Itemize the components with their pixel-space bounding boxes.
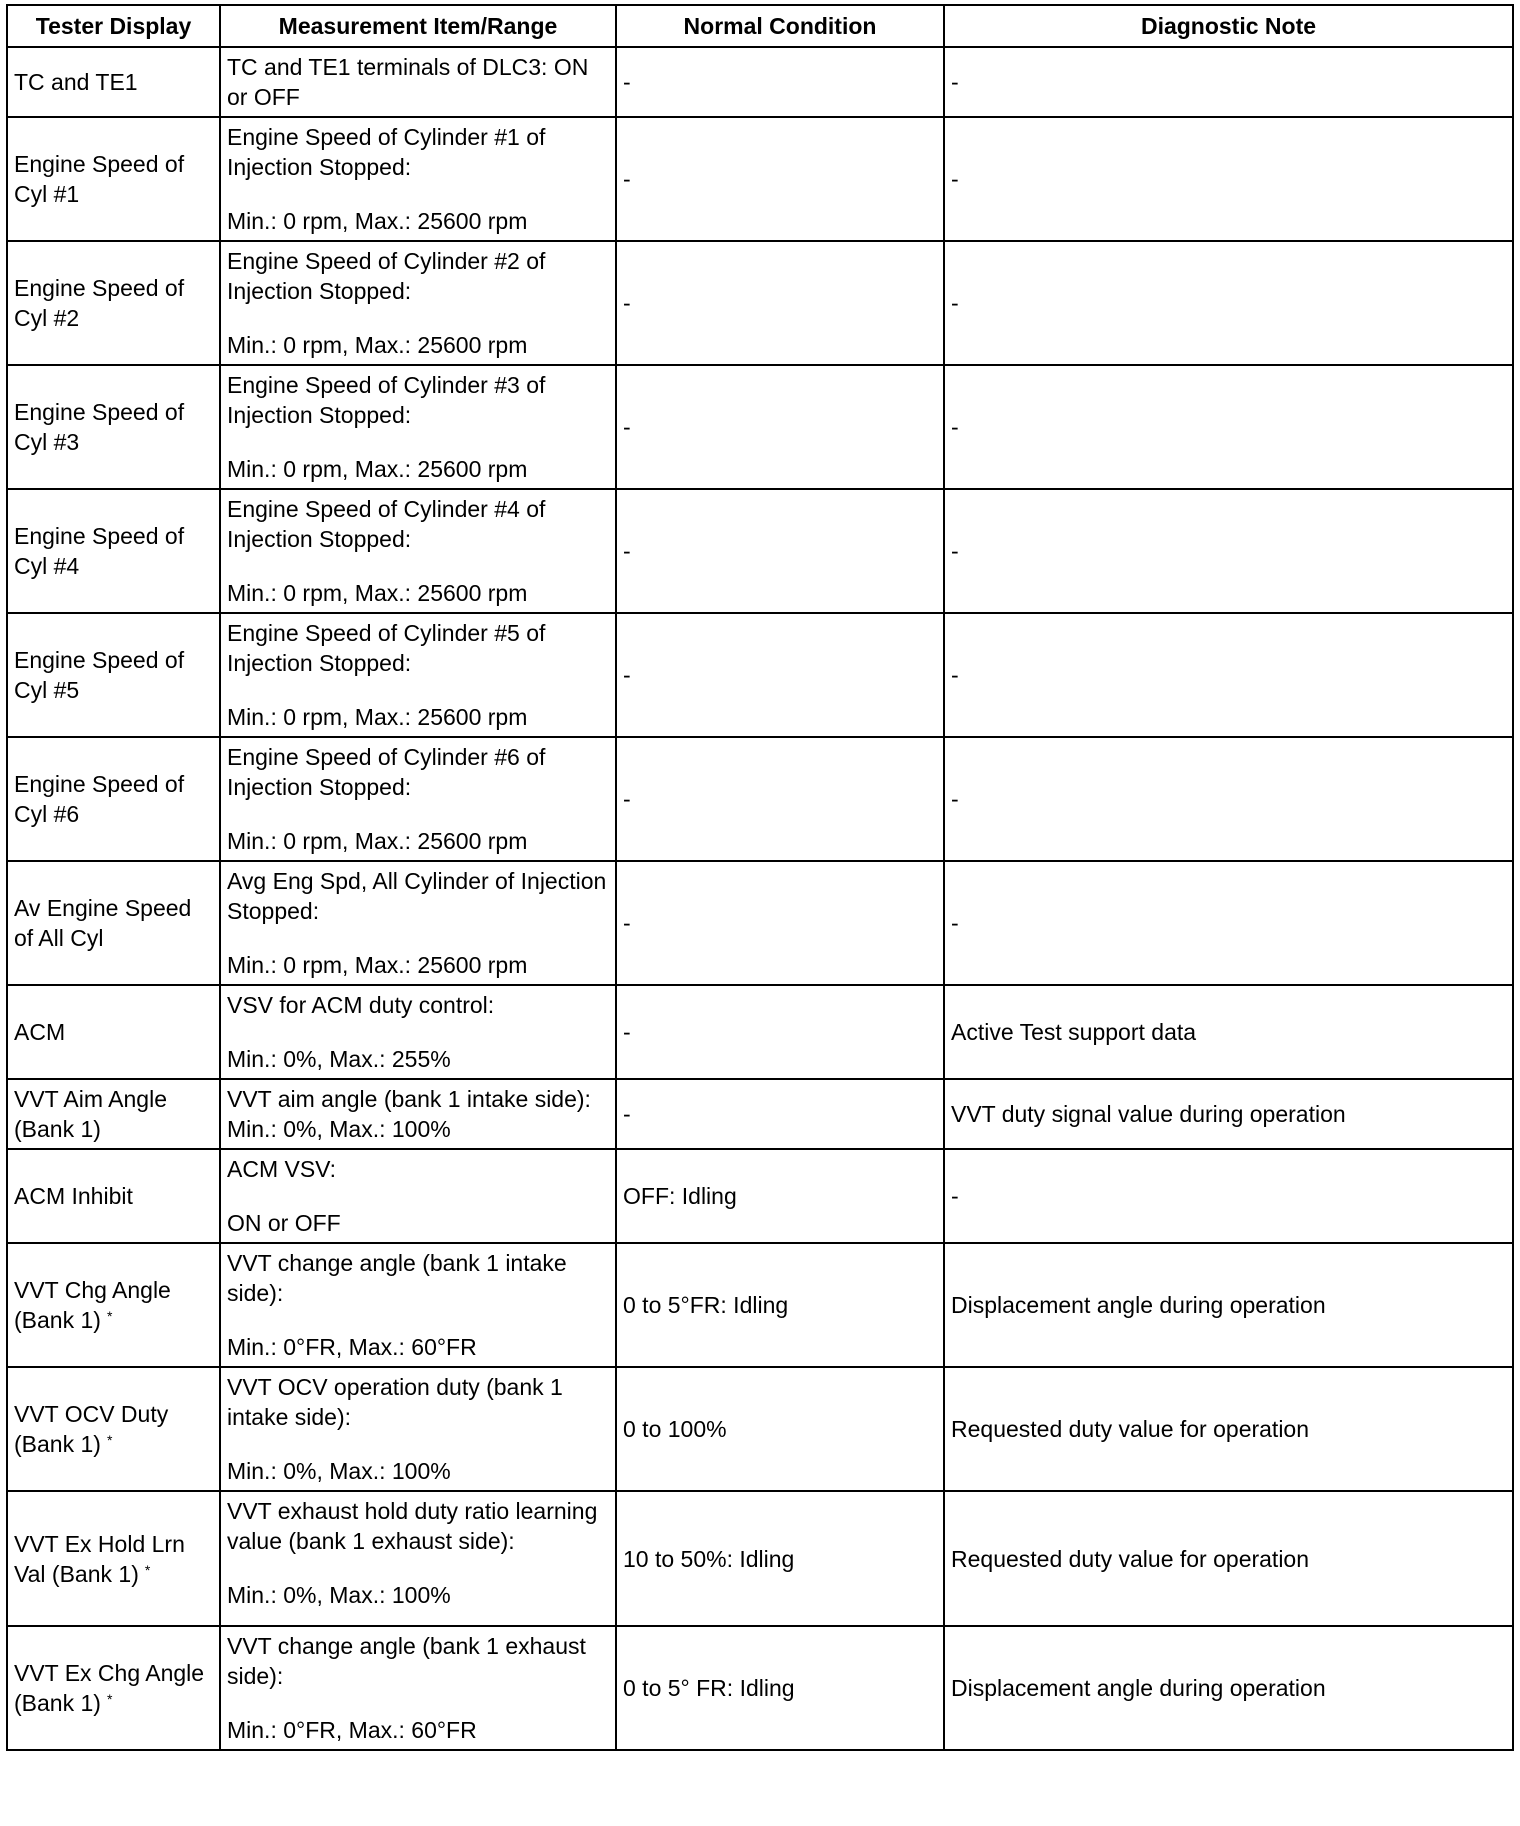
cell-normal-condition: -: [616, 613, 944, 737]
measurement-range-text: Min.: 0%, Max.: 100%: [227, 1458, 451, 1484]
cell-normal-condition: -: [616, 861, 944, 985]
measurement-range-text: Min.: 0 rpm, Max.: 25600 rpm: [227, 208, 528, 234]
cell-normal-condition: -: [616, 241, 944, 365]
cell-tester-display: [7, 117, 220, 241]
table-row: [7, 1491, 1513, 1626]
cell-diagnostic-note: Displacement angle during operation: [944, 1243, 1513, 1367]
footnote-marker: *: [106, 1691, 113, 1707]
cell-diagnostic-note: -: [944, 365, 1513, 489]
cell-normal-condition: -: [616, 117, 944, 241]
cell-measurement-range: [220, 985, 616, 1079]
header-row: [7, 5, 1513, 47]
measurement-range-text: Min.: 0%, Max.: 100%: [227, 1582, 451, 1608]
table-row: [7, 1243, 1513, 1367]
measurement-text: VVT change angle (bank 1 intake side):: [227, 1250, 574, 1306]
measurement-text: ACM VSV:: [227, 1156, 337, 1182]
table-row: [7, 365, 1513, 489]
header-normal-condition: Normal Condition: [616, 5, 944, 47]
tester-display-text: VVT OCV Duty (Bank 1): [14, 1401, 169, 1457]
cell-measurement-range: [220, 365, 616, 489]
spacer: [227, 306, 609, 330]
cell-tester-display: [7, 1626, 220, 1750]
measurement-range-text: Min.: 0 rpm, Max.: 25600 rpm: [227, 456, 528, 482]
measurement-text: Engine Speed of Cylinder #4 of Injection Stopped:: [227, 496, 552, 552]
cell-diagnostic-note: -: [944, 1149, 1513, 1243]
tester-display-text: Engine Speed of Cyl #5: [14, 647, 185, 703]
tester-display-text: VVT Ex Chg Angle (Bank 1): [14, 1660, 205, 1716]
cell-tester-display: [7, 1367, 220, 1491]
data-list-table: [6, 4, 1514, 1751]
cell-measurement-range: [220, 861, 616, 985]
cell-tester-display: [7, 737, 220, 861]
spacer: [227, 1308, 609, 1332]
footnote-marker: *: [106, 1432, 113, 1448]
cell-normal-condition: -: [616, 489, 944, 613]
tester-display-text: Engine Speed of Cyl #2: [14, 275, 185, 331]
table-row: [7, 613, 1513, 737]
cell-measurement-range: [220, 117, 616, 241]
spacer: [227, 1691, 609, 1715]
table-row: [7, 1149, 1513, 1243]
spacer: [227, 802, 609, 826]
cell-normal-condition: 0 to 100%: [616, 1367, 944, 1491]
cell-diagnostic-note: -: [944, 117, 1513, 241]
cell-measurement-range: [220, 489, 616, 613]
measurement-text: Engine Speed of Cylinder #3 of Injection Stopped:: [227, 372, 552, 428]
measurement-text: Engine Speed of Cylinder #1 of Injection Stopped:: [227, 124, 552, 180]
cell-measurement-range: [220, 1626, 616, 1750]
measurement-text: VVT change angle (bank 1 exhaust side):: [227, 1633, 593, 1689]
spacer: [227, 182, 609, 206]
measurement-text: Engine Speed of Cylinder #5 of Injection Stopped:: [227, 620, 552, 676]
table-row: [7, 241, 1513, 365]
measurement-range-text: Min.: 0 rpm, Max.: 25600 rpm: [227, 332, 528, 358]
tester-display-text: Av Engine Speed of All Cyl: [14, 895, 192, 951]
measurement-text: Engine Speed of Cylinder #2 of Injection Stopped:: [227, 248, 552, 304]
cell-measurement-range: [220, 1149, 616, 1243]
tester-display-text: TC and TE1: [14, 69, 138, 95]
cell-measurement-range: [220, 737, 616, 861]
cell-normal-condition: -: [616, 47, 944, 117]
spacer: [227, 1432, 609, 1456]
cell-tester-display: [7, 1491, 220, 1626]
cell-measurement-range: [220, 1243, 616, 1367]
cell-normal-condition: -: [616, 985, 944, 1079]
cell-diagnostic-note: Requested duty value for operation: [944, 1491, 1513, 1626]
cell-diagnostic-note: -: [944, 489, 1513, 613]
cell-tester-display: [7, 489, 220, 613]
tester-display-text: Engine Speed of Cyl #1: [14, 151, 185, 207]
measurement-range-text: Min.: 0°FR, Max.: 60°FR: [227, 1717, 477, 1743]
cell-diagnostic-note: Requested duty value for operation: [944, 1367, 1513, 1491]
cell-diagnostic-note: -: [944, 241, 1513, 365]
cell-tester-display: [7, 365, 220, 489]
cell-normal-condition: -: [616, 1079, 944, 1149]
table-row: [7, 489, 1513, 613]
cell-tester-display: [7, 1243, 220, 1367]
cell-measurement-range: [220, 613, 616, 737]
measurement-range-text: ON or OFF: [227, 1210, 341, 1236]
cell-diagnostic-note: -: [944, 861, 1513, 985]
spacer: [227, 1020, 609, 1044]
cell-normal-condition: 0 to 5°FR: Idling: [616, 1243, 944, 1367]
cell-tester-display: [7, 241, 220, 365]
cell-diagnostic-note: -: [944, 47, 1513, 117]
spacer: [227, 678, 609, 702]
measurement-range-text: Min.: 0 rpm, Max.: 25600 rpm: [227, 828, 528, 854]
cell-normal-condition: -: [616, 365, 944, 489]
header-diagnostic-note: Diagnostic Note: [944, 5, 1513, 47]
table-row: [7, 861, 1513, 985]
cell-normal-condition: -: [616, 737, 944, 861]
table-row: [7, 47, 1513, 117]
footnote-marker: *: [144, 1561, 151, 1578]
table-row: [7, 1626, 1513, 1750]
table-row: [7, 737, 1513, 861]
tester-display-text: Engine Speed of Cyl #4: [14, 523, 185, 579]
cell-measurement-range: [220, 1367, 616, 1491]
cell-tester-display: [7, 613, 220, 737]
tester-display-text: Engine Speed of Cyl #6: [14, 771, 185, 827]
tester-display-text: Engine Speed of Cyl #3: [14, 399, 185, 455]
tester-display-text: ACM Inhibit: [14, 1183, 133, 1209]
table-row: [7, 985, 1513, 1079]
cell-tester-display: [7, 985, 220, 1079]
cell-measurement-range: [220, 47, 616, 117]
measurement-text: VVT exhaust hold duty ratio learning value (bank 1 exhaust side):: [227, 1498, 604, 1554]
table-row: [7, 117, 1513, 241]
tester-display-text: VVT Aim Angle (Bank 1): [14, 1086, 167, 1142]
measurement-text: Avg Eng Spd, All Cylinder of Injection Stopped:: [227, 868, 613, 924]
cell-tester-display: [7, 861, 220, 985]
cell-diagnostic-note: VVT duty signal value during operation: [944, 1079, 1513, 1149]
measurement-range-text: Min.: 0 rpm, Max.: 25600 rpm: [227, 952, 528, 978]
cell-diagnostic-note: Active Test support data: [944, 985, 1513, 1079]
cell-tester-display: [7, 1079, 220, 1149]
cell-measurement-range: [220, 1491, 616, 1626]
tester-display-text: ACM: [14, 1019, 66, 1045]
measurement-range-text: Min.: 0°FR, Max.: 60°FR: [227, 1334, 477, 1360]
spacer: [227, 430, 609, 454]
measurement-range-text: Min.: 0 rpm, Max.: 25600 rpm: [227, 704, 528, 730]
tester-display-text: VVT Chg Angle (Bank 1): [14, 1277, 171, 1333]
header-tester-display: Tester Display: [7, 5, 220, 47]
cell-measurement-range: [220, 241, 616, 365]
spacer: [227, 554, 609, 578]
measurement-text: VSV for ACM duty control:: [227, 992, 495, 1018]
cell-diagnostic-note: -: [944, 613, 1513, 737]
spacer: [227, 1184, 609, 1208]
measurement-text: Engine Speed of Cylinder #6 of Injection Stopped:: [227, 744, 552, 800]
measurement-text: VVT OCV operation duty (bank 1 intake side):: [227, 1374, 570, 1430]
cell-normal-condition: OFF: Idling: [616, 1149, 944, 1243]
table-row: [7, 1367, 1513, 1491]
cell-tester-display: [7, 1149, 220, 1243]
header-measurement-range: Measurement Item/Range: [220, 5, 616, 47]
spacer: [227, 926, 609, 950]
measurement-text: TC and TE1 terminals of DLC3: ON or OFF: [227, 54, 595, 110]
cell-diagnostic-note: -: [944, 737, 1513, 861]
cell-normal-condition: 0 to 5° FR: Idling: [616, 1626, 944, 1750]
spacer: [227, 1556, 609, 1580]
measurement-text: VVT aim angle (bank 1 intake side): Min.: 0%, Max.: 100%: [227, 1086, 598, 1142]
tester-display-text: VVT Ex Hold Lrn Val (Bank 1): [14, 1530, 185, 1587]
measurement-range-text: Min.: 0%, Max.: 255%: [227, 1046, 451, 1072]
cell-normal-condition: 10 to 50%: Idling: [616, 1491, 944, 1626]
table-row: [7, 1079, 1513, 1149]
measurement-range-text: Min.: 0 rpm, Max.: 25600 rpm: [227, 580, 528, 606]
cell-measurement-range: [220, 1079, 616, 1149]
cell-diagnostic-note: Displacement angle during operation: [944, 1626, 1513, 1750]
cell-tester-display: [7, 47, 220, 117]
footnote-marker: *: [106, 1308, 113, 1324]
